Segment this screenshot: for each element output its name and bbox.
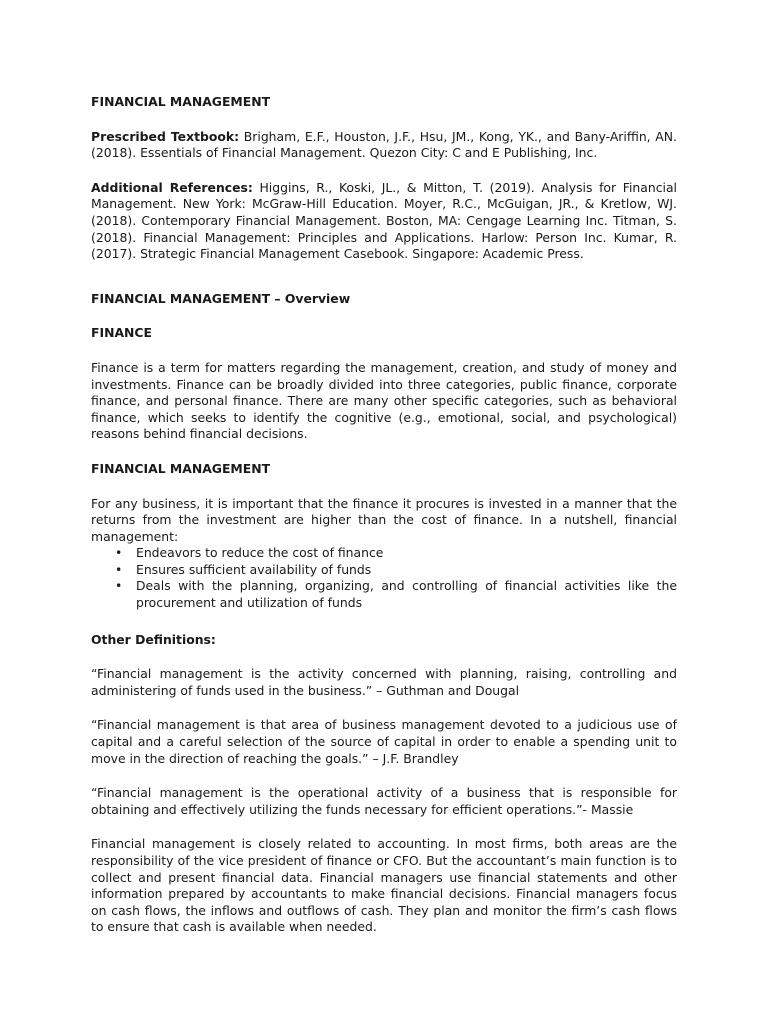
- list-item-text: Endeavors to reduce the cost of finance: [136, 545, 384, 561]
- additional-references-label: Additional References:: [91, 179, 253, 195]
- list-item-text: Ensures sufficient availability of funds: [136, 561, 372, 577]
- additional-references-text: Higgins, R., Koski, JL., & Mitton, T. (2019). Analysis for Financial Management. New York: McGraw-Hill Education. Moyer, R.C., McGuigan, JR., & Kretlow, WJ. (2018). Contemporary Financial Management. Boston, MA: Cengage Learning Inc. Titman, S. (2018). Financial Management: Principles and Applications. Harlow: Person Inc. Kumar, R. (2017). Strategic Financial Management Casebook. Singapore: Academic Press.: [91, 179, 677, 262]
- bullet-icon: •: [115, 545, 123, 561]
- other-definitions-heading: Other Definitions:: [91, 631, 216, 647]
- overview-heading: FINANCIAL MANAGEMENT – Overview: [91, 290, 351, 306]
- additional-references-paragraph: [91, 180, 677, 263]
- definition-quote-guthman: “Financial management is the activity concerned with planning, raising, controlling and administering of funds used in the business.” – Guthman and Dougal: [91, 666, 677, 698]
- definition-quote-massie: “Financial management is the operational activity of a business that is responsible for obtaining and effectively utilizing the funds necessary for efficient operations.”- Massie: [91, 785, 677, 817]
- document-page: [91, 94, 677, 936]
- list-item: [91, 578, 677, 611]
- finance-paragraph: Finance is a term for matters regarding the management, creation, and study of money and investments. Finance can be broadly divided into three categories, public finance, corporate finance, and personal finance. There are many other specific categories, such as behavioral finance, which seeks to identify the cognitive (e.g., emotional, social, and psychological) reasons behind financial decisions.: [91, 359, 677, 442]
- prescribed-textbook-label: Prescribed Textbook:: [91, 128, 240, 144]
- financial-management-heading: FINANCIAL MANAGEMENT: [91, 460, 271, 476]
- financial-management-intro: For any business, it is important that the finance it procures is invested in a manner that the returns from the investment are higher than the cost of finance. In a nutshell, financial management:: [91, 495, 677, 544]
- definition-quote-brandley: “Financial management is that area of business management devoted to a judicious use of capital and a careful selection of the source of capital in order to enable a spending unit to move in the direction of reaching the goals.” – J.F. Brandley: [91, 717, 677, 766]
- financial-management-bullet-list: [91, 545, 677, 611]
- finance-heading: FINANCE: [91, 325, 152, 341]
- bullet-icon: •: [115, 578, 123, 594]
- bullet-icon: •: [115, 561, 123, 577]
- list-item: [91, 545, 677, 562]
- prescribed-textbook-text: Brigham, E.F., Houston, J.F., Hsu, JM., Kong, YK., and Bany-Ariffin, AN. (2018). Essentials of Financial Management. Quezon City: C and E Publishing, Inc.: [91, 128, 677, 161]
- prescribed-textbook-paragraph: [91, 129, 677, 162]
- list-item: [91, 562, 677, 579]
- document-title: FINANCIAL MANAGEMENT: [91, 94, 271, 109]
- accounting-relation-paragraph: Financial management is closely related to accounting. In most firms, both areas are the responsibility of the vice president of finance or CFO. But the accountant’s main function is to collect and present financial data. Financial managers use financial statements and other information prepared by accountants to make financial decisions. Financial managers focus on cash flows, the inflows and outflows of cash. They plan and monitor the firm’s cash flows to ensure that cash is available when needed.: [91, 836, 677, 935]
- list-item-text: Deals with the planning, organizing, and controlling of financial activities like the procurement and utilization of funds: [136, 578, 677, 611]
